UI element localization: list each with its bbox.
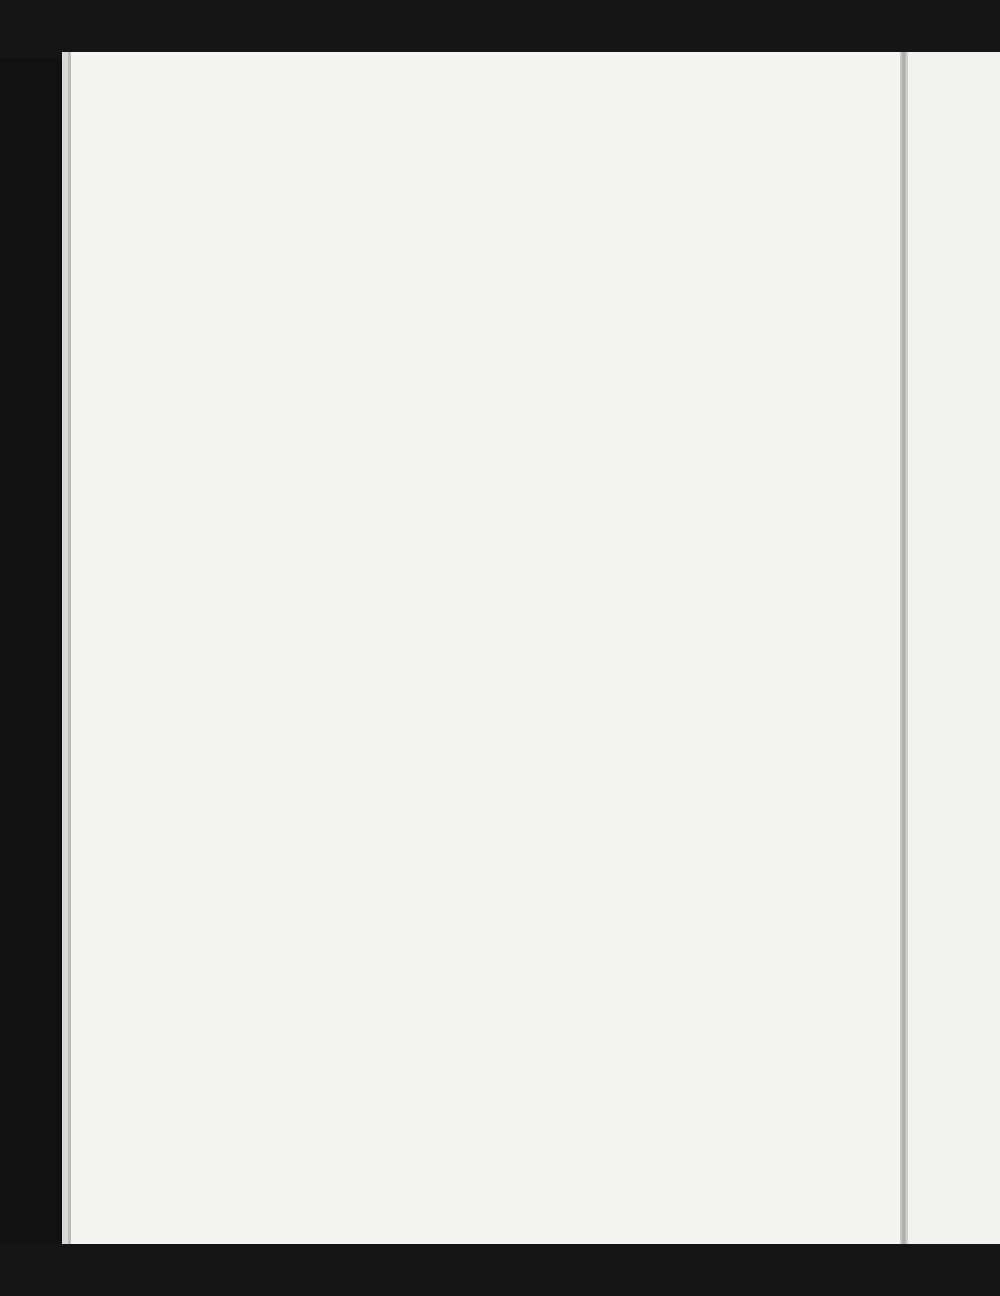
scan-background-top: [0, 0, 1000, 58]
next-page-edge: [906, 52, 1000, 1244]
document-page: [62, 52, 908, 1244]
scan-background-bottom: [0, 1244, 1000, 1296]
